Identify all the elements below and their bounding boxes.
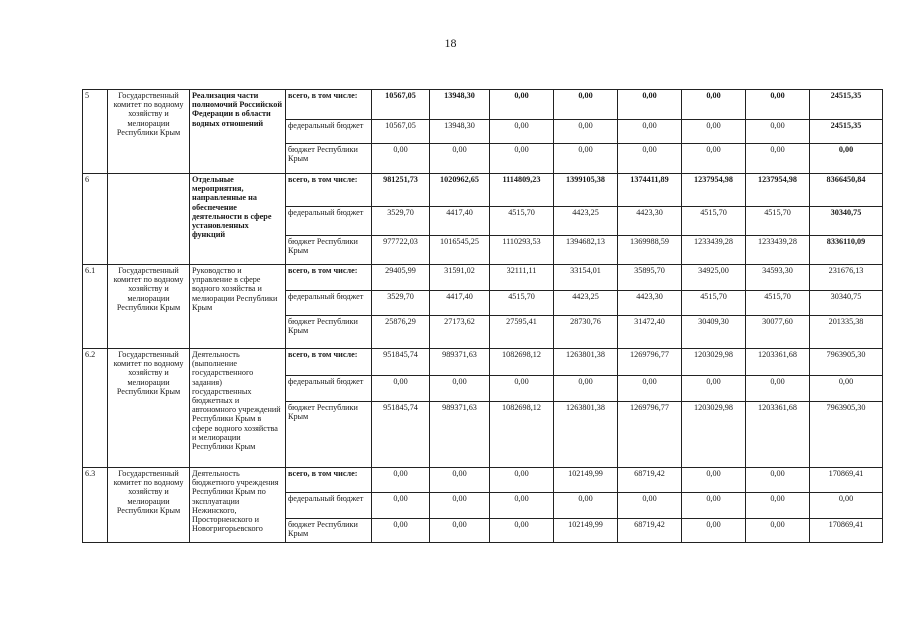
year-value-cell: 4423,30	[618, 207, 682, 236]
year-value-cell: 4417,40	[430, 207, 490, 236]
year-value-cell: 1269796,77	[618, 349, 682, 376]
year-value-cell: 31591,02	[430, 265, 490, 291]
year-value-cell: 1203029,98	[682, 349, 746, 376]
activity-name: Реализация части полномочий Российской Федерации в области водных отношений	[190, 90, 286, 174]
year-value-cell: 4423,25	[554, 207, 618, 236]
year-value-cell: 0,00	[746, 468, 810, 493]
year-value-cell: 0,00	[746, 376, 810, 402]
year-value-cell: 4417,40	[430, 291, 490, 316]
year-value-cell: 1237954,98	[746, 174, 810, 207]
year-value-cell: 31472,40	[618, 316, 682, 349]
total-value-cell: 24515,35	[810, 90, 883, 120]
responsible-executor: Государственный комитет по водному хозяйству и мелиорации Республики Крым	[108, 468, 190, 543]
year-value-cell: 1394682,13	[554, 236, 618, 265]
year-value-cell: 4515,70	[682, 291, 746, 316]
year-value-cell: 0,00	[430, 519, 490, 543]
year-value-cell: 4515,70	[490, 207, 554, 236]
year-value-cell: 0,00	[490, 144, 554, 174]
year-value-cell: 1110293,53	[490, 236, 554, 265]
year-value-cell: 0,00	[490, 493, 554, 519]
year-value-cell: 30077,60	[746, 316, 810, 349]
year-value-cell: 0,00	[554, 90, 618, 120]
year-value-cell: 1082698,12	[490, 402, 554, 468]
row-number: 6	[83, 174, 108, 265]
year-value-cell: 10567,05	[372, 120, 430, 144]
year-value-cell: 28730,76	[554, 316, 618, 349]
year-value-cell: 0,00	[554, 120, 618, 144]
year-value-cell: 0,00	[618, 376, 682, 402]
responsible-executor: Государственный комитет по водному хозяйству и мелиорации Республики Крым	[108, 265, 190, 349]
funding-source-label: бюджет Республики Крым	[286, 236, 372, 265]
year-value-cell: 0,00	[682, 468, 746, 493]
row-number: 6.1	[83, 265, 108, 349]
funding-source-label: федеральный бюджет	[286, 120, 372, 144]
year-value-cell: 989371,63	[430, 349, 490, 376]
year-value-cell: 68719,42	[618, 519, 682, 543]
year-value-cell: 0,00	[430, 493, 490, 519]
year-value-cell: 13948,30	[430, 120, 490, 144]
year-value-cell: 1203029,98	[682, 402, 746, 468]
year-value-cell: 27595,41	[490, 316, 554, 349]
year-value-cell: 1263801,38	[554, 349, 618, 376]
year-value-cell: 1114809,23	[490, 174, 554, 207]
year-value-cell: 0,00	[682, 493, 746, 519]
year-value-cell: 1016545,25	[430, 236, 490, 265]
year-value-cell: 981251,73	[372, 174, 430, 207]
funding-source-label: бюджет Республики Крым	[286, 402, 372, 468]
funding-source-label: федеральный бюджет	[286, 207, 372, 236]
row-number: 5	[83, 90, 108, 174]
year-value-cell: 32111,11	[490, 265, 554, 291]
year-value-cell: 951845,74	[372, 402, 430, 468]
year-value-cell: 27173,62	[430, 316, 490, 349]
responsible-executor: Государственный комитет по водному хозяйству и мелиорации Республики Крым	[108, 349, 190, 468]
total-value-cell: 30340,75	[810, 207, 883, 236]
total-value-cell: 170869,41	[810, 468, 883, 493]
activity-name: Руководство и управление в сфере водного хозяйства и мелиорации Республики Крым	[190, 265, 286, 349]
total-value-cell: 24515,35	[810, 120, 883, 144]
year-value-cell: 1082698,12	[490, 349, 554, 376]
year-value-cell: 0,00	[554, 144, 618, 174]
year-value-cell: 0,00	[430, 376, 490, 402]
responsible-executor	[108, 174, 190, 265]
activity-name: Отдельные мероприятия, направленные на обеспечение деятельности в сфере установленных функций	[190, 174, 286, 265]
responsible-executor: Государственный комитет по водному хозяйству и мелиорации Республики Крым	[108, 90, 190, 174]
page-number: 18	[444, 36, 457, 50]
table-row	[83, 90, 883, 120]
year-value-cell: 0,00	[430, 144, 490, 174]
total-value-cell: 7963905,30	[810, 402, 883, 468]
year-value-cell: 0,00	[746, 493, 810, 519]
year-value-cell: 1374411,89	[618, 174, 682, 207]
total-value-cell: 0,00	[810, 493, 883, 519]
funding-source-label: федеральный бюджет	[286, 376, 372, 402]
funding-source-label: бюджет Республики Крым	[286, 519, 372, 543]
year-value-cell: 1369988,59	[618, 236, 682, 265]
funding-source-label: всего, в том числе:	[286, 265, 372, 291]
year-value-cell: 0,00	[746, 144, 810, 174]
year-value-cell: 1399105,38	[554, 174, 618, 207]
year-value-cell: 0,00	[372, 468, 430, 493]
total-value-cell: 0,00	[810, 376, 883, 402]
activity-name: Деятельность бюджетного учреждения Республики Крым по эксплуатации Нежинского, Просторненского и Новогригорьевского	[190, 468, 286, 543]
year-value-cell: 3529,70	[372, 291, 430, 316]
funding-source-label: бюджет Республики Крым	[286, 144, 372, 174]
year-value-cell: 1233439,28	[682, 236, 746, 265]
year-value-cell: 35895,70	[618, 265, 682, 291]
year-value-cell: 1203361,68	[746, 402, 810, 468]
year-value-cell: 0,00	[682, 120, 746, 144]
year-value-cell: 0,00	[430, 468, 490, 493]
year-value-cell: 34593,30	[746, 265, 810, 291]
funding-source-label: всего, в том числе:	[286, 174, 372, 207]
year-value-cell: 0,00	[554, 376, 618, 402]
funding-source-label: федеральный бюджет	[286, 291, 372, 316]
year-value-cell: 0,00	[746, 90, 810, 120]
row-number: 6.2	[83, 349, 108, 468]
table-body	[83, 90, 883, 543]
year-value-cell: 0,00	[372, 144, 430, 174]
year-value-cell: 0,00	[554, 493, 618, 519]
year-value-cell: 34925,00	[682, 265, 746, 291]
year-value-cell: 29405,99	[372, 265, 430, 291]
year-value-cell: 0,00	[746, 120, 810, 144]
year-value-cell: 0,00	[618, 90, 682, 120]
year-value-cell: 977722,03	[372, 236, 430, 265]
year-value-cell: 4423,30	[618, 291, 682, 316]
year-value-cell: 25876,29	[372, 316, 430, 349]
year-value-cell: 0,00	[746, 519, 810, 543]
year-value-cell: 4515,70	[746, 291, 810, 316]
year-value-cell: 0,00	[372, 376, 430, 402]
year-value-cell: 1237954,98	[682, 174, 746, 207]
activity-name: Деятельность (выполнение государственного задания) государственных бюджетных и автономного учреждений Республики Крым в сфере водного хозяйства и мелиорации Республики Крым	[190, 349, 286, 468]
table-row	[83, 174, 883, 207]
funding-source-label: всего, в том числе:	[286, 90, 372, 120]
year-value-cell: 68719,42	[618, 468, 682, 493]
year-value-cell: 1020962,65	[430, 174, 490, 207]
year-value-cell: 0,00	[618, 493, 682, 519]
year-value-cell: 13948,30	[430, 90, 490, 120]
year-value-cell: 10567,05	[372, 90, 430, 120]
total-value-cell: 7963905,30	[810, 349, 883, 376]
year-value-cell: 4423,25	[554, 291, 618, 316]
year-value-cell: 1263801,38	[554, 402, 618, 468]
total-value-cell: 8366450,84	[810, 174, 883, 207]
total-value-cell: 30340,75	[810, 291, 883, 316]
table-row	[83, 468, 883, 493]
year-value-cell: 0,00	[372, 519, 430, 543]
year-value-cell: 0,00	[682, 144, 746, 174]
year-value-cell: 0,00	[490, 376, 554, 402]
year-value-cell: 951845,74	[372, 349, 430, 376]
budget-table	[82, 89, 883, 543]
year-value-cell: 102149,99	[554, 468, 618, 493]
year-value-cell: 0,00	[490, 468, 554, 493]
year-value-cell: 4515,70	[746, 207, 810, 236]
funding-source-label: всего, в том числе:	[286, 349, 372, 376]
year-value-cell: 0,00	[490, 90, 554, 120]
year-value-cell: 0,00	[682, 90, 746, 120]
year-value-cell: 4515,70	[682, 207, 746, 236]
total-value-cell: 0,00	[810, 144, 883, 174]
funding-source-label: всего, в том числе:	[286, 468, 372, 493]
total-value-cell: 8336110,09	[810, 236, 883, 265]
year-value-cell: 0,00	[618, 144, 682, 174]
year-value-cell: 102149,99	[554, 519, 618, 543]
year-value-cell: 33154,01	[554, 265, 618, 291]
year-value-cell: 4515,70	[490, 291, 554, 316]
year-value-cell: 0,00	[372, 493, 430, 519]
total-value-cell: 170869,41	[810, 519, 883, 543]
total-value-cell: 201335,38	[810, 316, 883, 349]
total-value-cell: 231676,13	[810, 265, 883, 291]
row-number: 6.3	[83, 468, 108, 543]
year-value-cell: 30409,30	[682, 316, 746, 349]
year-value-cell: 0,00	[618, 120, 682, 144]
year-value-cell: 1233439,28	[746, 236, 810, 265]
table-row	[83, 265, 883, 291]
year-value-cell: 0,00	[682, 376, 746, 402]
year-value-cell: 0,00	[682, 519, 746, 543]
year-value-cell: 0,00	[490, 519, 554, 543]
year-value-cell: 989371,63	[430, 402, 490, 468]
year-value-cell: 0,00	[490, 120, 554, 144]
year-value-cell: 1203361,68	[746, 349, 810, 376]
funding-source-label: бюджет Республики Крым	[286, 316, 372, 349]
year-value-cell: 1269796,77	[618, 402, 682, 468]
table-row	[83, 349, 883, 376]
funding-source-label: федеральный бюджет	[286, 493, 372, 519]
year-value-cell: 3529,70	[372, 207, 430, 236]
